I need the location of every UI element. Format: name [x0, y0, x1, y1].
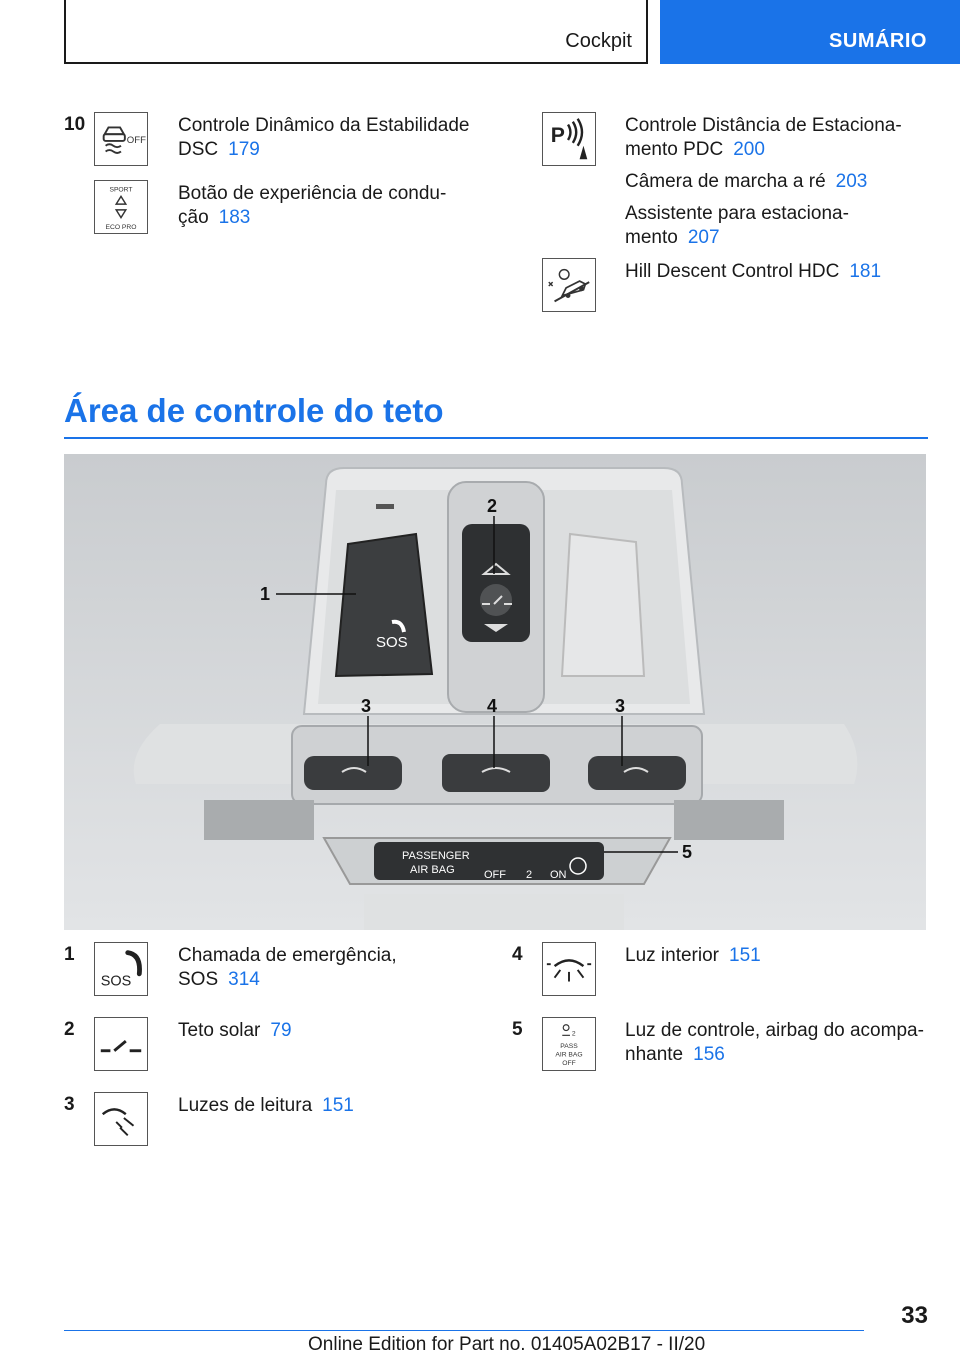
interior-light-icon: [542, 942, 596, 996]
entry-text: nhante: [625, 1044, 684, 1065]
overhead-console-illustration: [64, 454, 926, 930]
entry-text: Luz de controle, airbag do acompa-: [625, 1020, 924, 1041]
footer-edition: Online Edition for Part no. 01405A02B17 - II/20: [308, 1334, 706, 1355]
page-link[interactable]: 183: [218, 207, 251, 228]
page-link[interactable]: 200: [733, 139, 765, 160]
entry-text: ção: [178, 207, 209, 228]
page-link[interactable]: 156: [693, 1044, 725, 1065]
entry-text: Controle Distância de Estaciona-: [625, 115, 902, 136]
section-title: Cockpit: [565, 30, 632, 52]
page-link[interactable]: 207: [687, 227, 720, 248]
entry-number: 4: [512, 944, 523, 965]
airbag-icon-pass: PASS: [560, 1042, 578, 1050]
entry-number: 3: [64, 1094, 75, 1115]
reading-light-icon: [94, 1092, 148, 1146]
page-link[interactable]: 181: [849, 261, 882, 282]
callout-3-left: 3: [361, 696, 372, 716]
entry-text: Botão de experiência de condu-: [178, 183, 447, 204]
pdc-letter: P: [550, 123, 565, 147]
photo-airbag-label: AIR BAG: [410, 864, 455, 876]
entry-text: Teto solar: [178, 1020, 261, 1041]
hill-descent-icon: [542, 258, 596, 312]
photo-on-label: ON: [550, 869, 567, 881]
entry-text: Luz interior: [625, 945, 719, 966]
entry-text: DSC: [178, 139, 219, 160]
airbag-icon-two: 2: [571, 1030, 576, 1038]
pdc-icon: [542, 112, 596, 166]
entry-number: 5: [512, 1019, 523, 1040]
sunroof-icon: [94, 1017, 148, 1071]
entry-text: mento: [625, 227, 678, 248]
entry-text: Assistente para estaciona-: [625, 203, 849, 224]
entry-number: 10: [64, 114, 86, 135]
entry-text: mento PDC: [625, 139, 724, 160]
page-number: 33: [901, 1302, 928, 1329]
entry-text: Luzes de leitura: [178, 1095, 313, 1116]
entry-text: SOS: [178, 969, 219, 990]
sos-icon-label: SOS: [100, 973, 132, 990]
entry-number: 2: [64, 1019, 75, 1040]
entry-number: 1: [64, 944, 75, 965]
eco-pro-label: ECO PRO: [105, 224, 137, 232]
callout-4: 4: [487, 696, 498, 716]
entry-text: Hill Descent Control HDC: [625, 261, 840, 282]
entry-text: Câmera de marcha a ré: [625, 171, 826, 192]
dsc-off-label: OFF: [126, 134, 146, 146]
page-link[interactable]: 179: [228, 139, 260, 160]
page-link[interactable]: 79: [270, 1020, 292, 1041]
dsc-off-icon: [94, 112, 148, 166]
callout-3-right: 3: [615, 696, 626, 716]
page-link[interactable]: 151: [322, 1095, 354, 1116]
section-heading: Área de controle do teto: [64, 392, 444, 429]
sos-icon: [94, 942, 148, 996]
entry-text: Controle Dinâmico da Estabilidade: [178, 115, 470, 136]
sport-eco-pro-icon: [94, 180, 148, 234]
airbag-icon-airbag: AIR BAG: [555, 1051, 583, 1059]
footer-divider: [64, 1330, 864, 1331]
photo-sos-label: SOS: [376, 634, 408, 651]
photo-passenger-label: PASSENGER: [402, 850, 470, 862]
page-link[interactable]: 151: [729, 945, 761, 966]
page-link[interactable]: 203: [835, 171, 868, 192]
callout-5: 5: [682, 842, 693, 862]
summary-button-label: SUMÁRIO: [829, 30, 927, 52]
entry-text: Chamada de emergência,: [178, 945, 397, 966]
callout-1: 1: [260, 584, 271, 604]
passenger-airbag-off-icon: [542, 1017, 596, 1071]
heading-divider: [64, 437, 928, 439]
section-tab: [64, 0, 648, 64]
summary-button[interactable]: [660, 0, 960, 64]
photo-two-label: 2: [526, 869, 533, 881]
page-link[interactable]: 314: [228, 969, 260, 990]
sport-label: SPORT: [109, 186, 133, 194]
photo-off-label: OFF: [484, 869, 506, 881]
airbag-icon-off: OFF: [562, 1060, 576, 1068]
callout-2: 2: [487, 496, 498, 516]
